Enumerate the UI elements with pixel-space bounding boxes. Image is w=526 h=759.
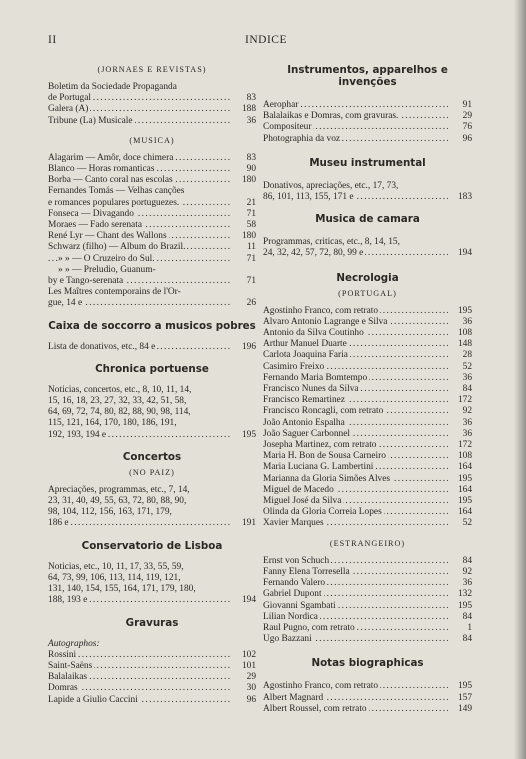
left-column bbox=[48, 64, 256, 706]
entry-page-number: 101 bbox=[239, 661, 256, 672]
entry-text: 64, 73, 99, 106, 113, 114, 119, 121, bbox=[48, 572, 181, 583]
index-entry bbox=[263, 237, 472, 248]
index-entry bbox=[263, 395, 472, 406]
instrumentos-heading: Instrumentos, apparelhos e invenções bbox=[287, 64, 448, 88]
index-entry bbox=[263, 496, 472, 507]
concertos-heading: Concertos bbox=[122, 450, 182, 463]
entry-page-number: 83 bbox=[244, 93, 256, 104]
index-entry bbox=[48, 385, 256, 396]
index-entry bbox=[48, 104, 256, 115]
index-entry bbox=[263, 122, 472, 133]
entry-text: Miguel José da Silva bbox=[263, 496, 342, 507]
entry-text: 131, 140, 154, 155, 164, 171, 179, 180, bbox=[48, 584, 196, 595]
entry-page-number: 1 bbox=[464, 623, 472, 634]
entry-page-number: 30 bbox=[244, 683, 256, 694]
index-entry bbox=[263, 192, 472, 203]
index-entry bbox=[48, 584, 256, 595]
conservatorio-heading: Conservatorio de Lisboa bbox=[81, 539, 223, 552]
entry-text: Noticias, etc., 10, 11, 17, 33, 55, 59, bbox=[48, 561, 184, 572]
entry-text: Apreciações, programmas, etc., 7, 14, bbox=[48, 484, 190, 495]
entry-page-number: 90 bbox=[244, 164, 256, 175]
index-entry bbox=[48, 242, 256, 253]
index-entry bbox=[48, 518, 256, 529]
entry-page-number: 96 bbox=[244, 695, 256, 706]
entry-page-number: 149 bbox=[455, 704, 472, 715]
entry-page-number: 195 bbox=[455, 601, 472, 612]
entry-text: Francisco Roncagli, com retrato bbox=[263, 406, 384, 417]
page-number: II bbox=[48, 34, 57, 46]
index-entry bbox=[48, 407, 256, 418]
caixa-heading: Caixa de soccorro a musicos pobres bbox=[48, 319, 256, 332]
entry-text: Blanco — Horas romanticas bbox=[48, 164, 155, 175]
notas-heading: Notas biographicas bbox=[311, 657, 424, 670]
entry-text: Noticias, concertos, etc., 8, 10, 11, 14, bbox=[48, 384, 192, 395]
chronica-list bbox=[48, 385, 256, 441]
right-column bbox=[263, 64, 472, 715]
index-entry bbox=[263, 134, 472, 145]
entry-page-number: 36 bbox=[460, 317, 472, 328]
entry-page-number: 71 bbox=[244, 254, 256, 265]
entry-text: 98, 104, 112, 156, 163, 171, 179, bbox=[48, 507, 172, 518]
entry-text: Programmas, criticas, etc., 8, 14, 15, bbox=[263, 237, 400, 248]
index-entry bbox=[263, 181, 472, 192]
musica-heading: (MUSICA) bbox=[129, 135, 175, 145]
entry-text: Antonio da Silva Coutinho bbox=[263, 328, 364, 339]
entry-text: Maria Luciana G. Lambertini bbox=[263, 462, 374, 473]
entry-page-number: 52 bbox=[460, 362, 472, 373]
necrologia-heading: Necrologia bbox=[336, 271, 399, 284]
entry-page-number: 157 bbox=[455, 693, 472, 704]
entry-page-number: 11 bbox=[244, 242, 256, 253]
entry-text: Albert Roussel, com retrato bbox=[263, 703, 367, 714]
necrologia-estrangeiro-subheading: (ESTRANGEIRO) bbox=[329, 538, 406, 548]
index-entry bbox=[48, 153, 256, 164]
entry-page-number: 195 bbox=[455, 474, 472, 485]
necrologia-portugal-list bbox=[263, 306, 472, 530]
index-entry bbox=[263, 462, 472, 473]
index-entry bbox=[48, 485, 256, 496]
gravuras-list bbox=[48, 650, 256, 706]
conservatorio-list bbox=[48, 562, 256, 607]
index-entry bbox=[263, 384, 472, 395]
index-entry bbox=[263, 451, 472, 462]
museu-heading: Museu instrumental bbox=[309, 156, 426, 169]
index-entry bbox=[263, 556, 472, 567]
index-entry bbox=[263, 406, 472, 417]
index-entry bbox=[263, 578, 472, 589]
entry-page-number: 36 bbox=[460, 578, 472, 589]
index-entry bbox=[263, 440, 472, 451]
index-entry bbox=[263, 328, 472, 339]
index-entry bbox=[48, 209, 256, 220]
camara-heading: Musica de camara bbox=[315, 213, 420, 226]
entry-text: Lista de donativos, etc., 84 e bbox=[48, 341, 156, 352]
entry-text: Giovanni Sgambati bbox=[263, 600, 336, 611]
autographos-label: Autographos: bbox=[48, 638, 100, 649]
index-entry bbox=[48, 198, 256, 209]
entry-page-number: 132 bbox=[455, 589, 472, 600]
instrumentos-list bbox=[263, 100, 472, 145]
index-entry bbox=[263, 418, 472, 429]
gravuras-heading: Gravuras bbox=[125, 616, 179, 629]
entry-text: Casimiro Freixo bbox=[263, 361, 325, 372]
index-entry bbox=[48, 396, 256, 407]
index-entry bbox=[263, 623, 472, 634]
entry-page-number: 84 bbox=[460, 556, 472, 567]
entry-text: Miguel de Macedo bbox=[263, 484, 334, 495]
entry-text: Francisco Nunes da Silva bbox=[263, 384, 359, 395]
entry-page-number: 194 bbox=[455, 248, 472, 259]
index-entry bbox=[48, 287, 256, 298]
index-entry bbox=[263, 339, 472, 350]
entry-text: Rossini bbox=[48, 649, 77, 660]
entry-page-number: 76 bbox=[460, 122, 472, 133]
entry-page-number: 36 bbox=[460, 418, 472, 429]
entry-text: Francisco Remartinez bbox=[263, 395, 345, 406]
entry-text: Les Maîtres contemporains de l'Or- bbox=[48, 287, 181, 298]
index-entry bbox=[48, 672, 256, 683]
entry-page-number: 21 bbox=[244, 198, 256, 209]
index-entry bbox=[263, 350, 472, 361]
index-entry bbox=[263, 362, 472, 373]
index-entry bbox=[48, 507, 256, 518]
entry-text: » » — Preludio, Guanum- bbox=[58, 264, 156, 275]
entry-text: Ugo Bazzani bbox=[263, 634, 312, 645]
entry-page-number: 71 bbox=[244, 209, 256, 220]
entry-text: Fanny Elena Torresella bbox=[263, 566, 350, 577]
running-header bbox=[48, 34, 484, 50]
journals-heading: (JORNAES E REVISTAS) bbox=[97, 65, 207, 74]
index-entry bbox=[48, 573, 256, 584]
index-entry bbox=[48, 254, 256, 265]
entry-text: Agostinho Franco, com retrato bbox=[263, 305, 379, 316]
index-entry bbox=[263, 100, 472, 111]
entry-page-number: 83 bbox=[244, 153, 256, 164]
entry-text: Schwarz (filho) — Album do Brazil. bbox=[48, 242, 186, 253]
entry-text: João Saguer Carbonnel bbox=[263, 428, 350, 439]
entry-text: 64, 69, 72, 74, 80, 82, 88, 90, 98, 114, bbox=[48, 407, 191, 418]
entry-text: Lapide a Giulio Caccini bbox=[48, 694, 138, 705]
entry-text: Alvaro Antonio Lagrange e Silva bbox=[263, 316, 388, 327]
entry-text: Agostinho Franco, com retrato bbox=[263, 681, 379, 692]
entry-text: Borba — Canto coral nas escolas bbox=[48, 175, 173, 186]
index-entry bbox=[48, 661, 256, 672]
index-entry bbox=[263, 612, 472, 623]
entry-page-number: 195 bbox=[455, 496, 472, 507]
entry-page-number: 36 bbox=[460, 373, 472, 384]
entry-text: René Lyr — Chant des Wallons bbox=[48, 231, 167, 242]
index-entry bbox=[48, 695, 256, 706]
entry-text: 24, 32, 42, 57, 72, 80, 99 e bbox=[263, 248, 364, 259]
entry-page-number: 172 bbox=[455, 440, 472, 451]
entry-page-number: 180 bbox=[239, 231, 256, 242]
entry-page-number: 191 bbox=[239, 518, 256, 529]
entry-page-number: 84 bbox=[460, 384, 472, 395]
entry-page-number: 172 bbox=[455, 395, 472, 406]
entry-page-number: 36 bbox=[460, 429, 472, 440]
notas-list bbox=[263, 681, 472, 715]
entry-page-number: 92 bbox=[460, 567, 472, 578]
index-entry bbox=[263, 373, 472, 384]
entry-page-number: 183 bbox=[455, 192, 472, 203]
entry-text: Lilian Nordica bbox=[263, 611, 318, 622]
index-entry bbox=[263, 507, 472, 518]
index-entry bbox=[48, 430, 256, 441]
entry-text: Olinda da Gloria Correia Lopes bbox=[263, 507, 382, 518]
necrologia-portugal-subheading: (PORTUGAL) bbox=[338, 288, 397, 298]
camara-list bbox=[263, 237, 472, 259]
entry-text: 186 e bbox=[48, 518, 69, 529]
entry-text: 115, 121, 164, 170, 180, 186, 191, bbox=[48, 418, 177, 429]
index-entry bbox=[263, 317, 472, 328]
index-entry bbox=[263, 306, 472, 317]
entry-page-number: 195 bbox=[455, 306, 472, 317]
entry-text: 23, 31, 40, 49, 55, 63, 72, 80, 88, 90, bbox=[48, 496, 187, 507]
entry-text: Boletim da Sociedade Propaganda bbox=[48, 82, 177, 92]
musica-list bbox=[48, 153, 256, 310]
index-entry bbox=[263, 601, 472, 612]
caixa-list bbox=[48, 342, 256, 353]
index-entry bbox=[48, 496, 256, 507]
entry-page-number: 36 bbox=[244, 116, 256, 127]
entry-text: Alagarim — Amôr, doce chimera bbox=[48, 152, 174, 163]
entry-page-number: 180 bbox=[239, 175, 256, 186]
entry-page-number: 96 bbox=[460, 134, 472, 145]
index-entry bbox=[48, 116, 256, 127]
entry-page-number: 195 bbox=[239, 430, 256, 441]
entry-page-number: 29 bbox=[460, 111, 472, 122]
museu-list bbox=[263, 181, 472, 203]
index-entry bbox=[48, 220, 256, 231]
entry-text: by e Tango-serenata bbox=[48, 276, 124, 287]
entry-page-number: 28 bbox=[460, 350, 472, 361]
index-entry bbox=[263, 485, 472, 496]
index-entry bbox=[48, 164, 256, 175]
index-entry bbox=[48, 650, 256, 661]
index-entry bbox=[263, 589, 472, 600]
entry-text: Arthur Manuel Duarte bbox=[263, 339, 347, 350]
index-entry bbox=[48, 175, 256, 186]
entry-page-number: 84 bbox=[460, 612, 472, 623]
index-entry bbox=[48, 342, 256, 353]
index-entry bbox=[48, 231, 256, 242]
entry-text: 192, 193, 194 e bbox=[48, 429, 107, 440]
entry-text: Donativos, apreciações, etc., 17, 73, bbox=[263, 180, 399, 191]
index-entry bbox=[48, 82, 256, 93]
entry-page-number: 52 bbox=[460, 518, 472, 529]
entry-text: Josepha Martinez, com retrato bbox=[263, 440, 377, 451]
index-entry bbox=[48, 562, 256, 573]
entry-text: Gabriel Dupont bbox=[263, 589, 322, 600]
index-entry bbox=[263, 111, 472, 122]
index-entry bbox=[48, 186, 256, 197]
entry-page-number: 195 bbox=[455, 681, 472, 692]
entry-text: Saint-Saëns bbox=[48, 660, 93, 671]
index-entry bbox=[48, 418, 256, 429]
entry-text: 86, 101, 113, 155, 171 e bbox=[263, 192, 354, 203]
entry-text: Compositeur bbox=[263, 122, 312, 133]
index-entry bbox=[263, 634, 472, 645]
entry-page-number: 164 bbox=[455, 485, 472, 496]
journals-list bbox=[48, 82, 256, 127]
index-entry bbox=[263, 429, 472, 440]
entry-text: Balalaikas bbox=[48, 672, 88, 683]
entry-text: Balalaikas e Domras, com gravuras. bbox=[263, 111, 399, 122]
entry-text: Moraes — Fado serenata bbox=[48, 220, 142, 231]
entry-text: 15, 16, 18, 23, 27, 32, 33, 42, 51, 58, bbox=[48, 396, 187, 407]
index-entry bbox=[263, 567, 472, 578]
entry-text: Aerophar bbox=[263, 100, 299, 110]
entry-text: Fernando Maria Bomtempo bbox=[263, 372, 368, 383]
entry-page-number: 58 bbox=[244, 220, 256, 231]
entry-text: Maria H. Bon de Sousa Carneiro bbox=[263, 451, 386, 462]
entry-text: Ernst von Schuch bbox=[263, 555, 330, 566]
entry-text: Galera (A) bbox=[48, 104, 89, 115]
index-entry bbox=[263, 518, 472, 529]
entry-page-number: 148 bbox=[455, 339, 472, 350]
index-entry bbox=[48, 265, 256, 276]
entry-text: Marianna da Gloria Simões Alves bbox=[263, 473, 391, 484]
index-entry bbox=[48, 93, 256, 104]
entry-text: e romances populares portuguezes. bbox=[48, 197, 180, 208]
index-entry bbox=[48, 276, 256, 287]
entry-text: » » — O Cruzeiro do Sul. bbox=[58, 253, 155, 264]
index-entry bbox=[263, 681, 472, 692]
entry-text: Tribune (La) Musicale bbox=[48, 115, 133, 126]
entry-page-number: 92 bbox=[460, 406, 472, 417]
entry-text: Xavier Marques bbox=[263, 518, 324, 529]
entry-text: Carlota Joaquina Faria bbox=[263, 350, 348, 361]
entry-text: Fonseca — Divagando bbox=[48, 208, 134, 219]
index-entry bbox=[263, 693, 472, 704]
page-title: INDICE bbox=[245, 34, 287, 46]
entry-text: Raul Pugno, com retrato bbox=[263, 622, 355, 633]
index-entry bbox=[48, 595, 256, 606]
necrologia-estrangeiro-list bbox=[263, 556, 472, 646]
entry-text: Albert Magnard bbox=[263, 692, 324, 703]
chronica-heading: Chronica portuense bbox=[95, 362, 209, 375]
entry-page-number: 108 bbox=[455, 451, 472, 462]
entry-page-number: 164 bbox=[455, 507, 472, 518]
entry-page-number: 164 bbox=[455, 462, 472, 473]
entry-page-number: 196 bbox=[239, 342, 256, 353]
entry-text: Domras bbox=[48, 683, 78, 694]
entry-text: de Portugal bbox=[48, 93, 91, 104]
entry-page-number: 91 bbox=[460, 100, 472, 111]
entry-text: Fernando Valero bbox=[263, 578, 326, 589]
entry-text: Fernandes Tomás — Velhas canções bbox=[48, 186, 185, 197]
entry-page-number: 108 bbox=[455, 328, 472, 339]
entry-page-number: 102 bbox=[239, 650, 256, 661]
entry-page-number: 188 bbox=[239, 104, 256, 115]
entry-page-number: 26 bbox=[244, 298, 256, 309]
concertos-subheading: (NO PAIZ) bbox=[129, 467, 175, 477]
entry-page-number: 194 bbox=[239, 595, 256, 606]
index-entry bbox=[48, 683, 256, 694]
index-entry bbox=[263, 248, 472, 259]
entry-text: Photographia da voz bbox=[263, 133, 341, 144]
index-entry bbox=[263, 704, 472, 715]
entry-text: João Antonio Espalha bbox=[263, 417, 345, 428]
concertos-list bbox=[48, 485, 256, 530]
entry-page-number: 29 bbox=[244, 672, 256, 683]
index-entry bbox=[48, 298, 256, 309]
entry-text: 188, 193 e bbox=[48, 595, 88, 606]
index-entry bbox=[263, 474, 472, 485]
entry-page-number: 84 bbox=[460, 634, 472, 645]
entry-text: gue, 14 e bbox=[48, 298, 83, 309]
entry-page-number: 71 bbox=[244, 276, 256, 287]
